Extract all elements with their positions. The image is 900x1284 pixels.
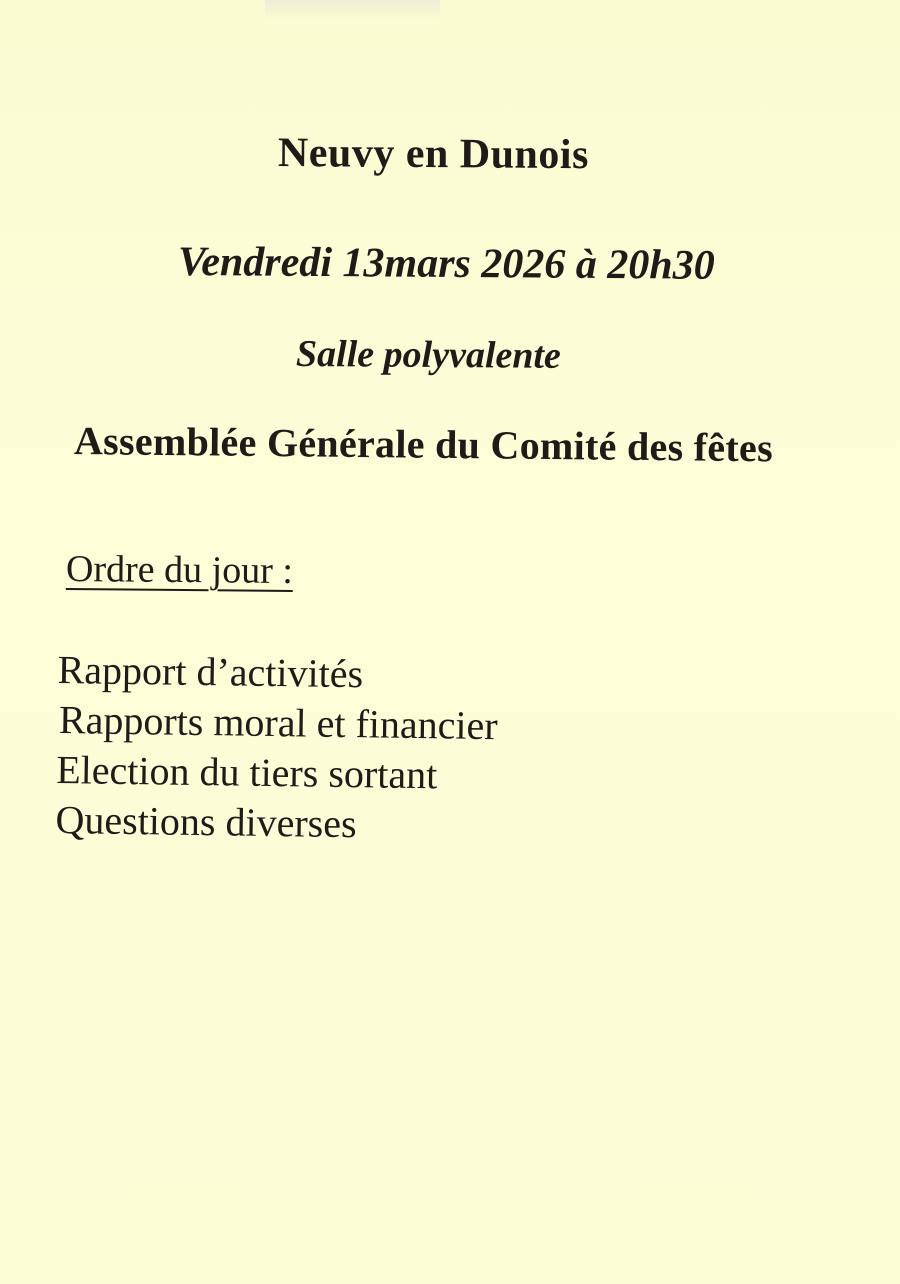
event-venue: Salle polyvalente: [295, 333, 562, 377]
event-title: Assemblée Générale du Comité des fêtes: [73, 418, 774, 471]
town-title: Neuvy en Dunois: [277, 130, 590, 179]
scan-edge-mark: [265, 0, 440, 20]
agenda-item: Election du tiers sortant: [55, 746, 438, 798]
agenda-item: Rapports moral et financier: [58, 697, 498, 749]
event-date-time: Vendredi 13mars 2026 à 20h30: [177, 239, 715, 289]
agenda-heading: Ordre du jour :: [65, 548, 294, 592]
agenda-item: Questions diverses: [55, 796, 357, 847]
agenda-list: [55, 645, 498, 851]
agenda-item: Rapport d’activités: [57, 646, 364, 697]
